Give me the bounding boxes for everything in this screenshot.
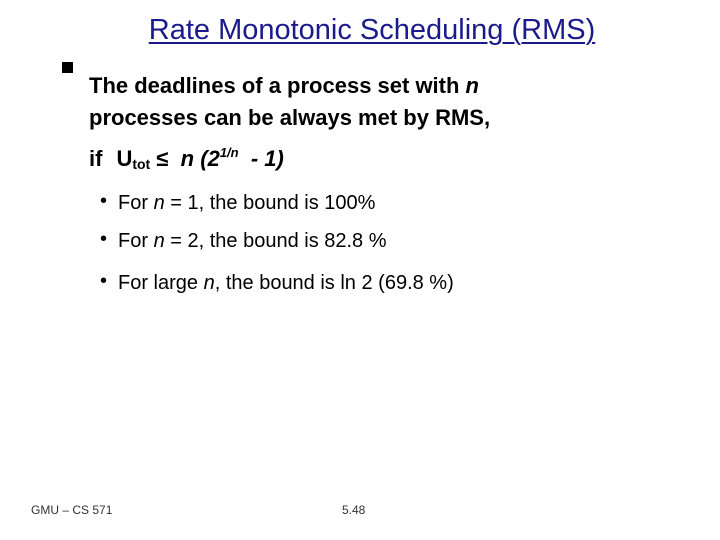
round-bullet-icon: • [100, 270, 108, 292]
footer-course: GMU – CS 571 [31, 503, 113, 517]
slide-title: Rate Monotonic Scheduling (RMS) [148, 14, 596, 46]
sub-bullet-item: • For large n, the bound is ln 2 (69.8 %) [100, 270, 454, 294]
round-bullet-icon: • [100, 228, 108, 250]
main-bullet-text [89, 70, 689, 134]
sub-bullet-item: • For n = 2, the bound is 82.8 % [100, 228, 387, 252]
rms-condition-formula: if $U_{tot} \le n$ $(2^{1/n} - 1)$ [89, 145, 284, 172]
round-bullet-icon: • [100, 190, 108, 212]
main-bullet-line-1: The deadlines of a process set with n [89, 73, 479, 98]
footer-slide-number: 5.48 [342, 503, 366, 517]
sub-bullet-item: • For n = 1, the bound is 100% [100, 190, 376, 214]
square-bullet-icon [60, 58, 76, 74]
main-bullet-line-2: processes can be always met by RMS, [89, 105, 491, 130]
